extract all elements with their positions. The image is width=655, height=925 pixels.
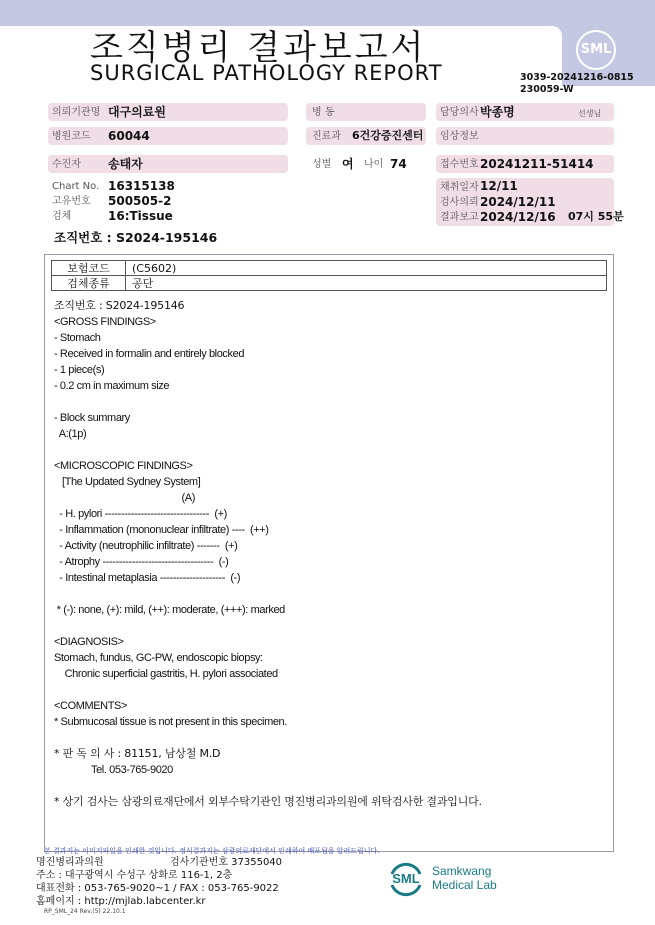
samkwang-logo-icon xyxy=(386,858,426,898)
report-line: * (-): none, (+): mild, (++): moderate, (+++): marked xyxy=(54,604,285,616)
report-line: - H. pylori -------------------------------- (+) xyxy=(54,508,227,520)
physician-suffix: 선생님 xyxy=(578,109,602,118)
report-line: <GROSS FINDINGS> xyxy=(54,316,156,328)
lab-name: 명진병리과의원 xyxy=(36,857,104,868)
requesting-org-label: 의뢰기관명 xyxy=(52,107,101,118)
table-row xyxy=(52,261,607,276)
department-label: 진료과 xyxy=(312,131,341,142)
receipt-no-value: 20241211-51414 xyxy=(480,157,594,171)
hospital-code-value: 60044 xyxy=(108,129,150,143)
patient-value: 송태자 xyxy=(108,157,143,171)
insurance-code-label: 보험코드 xyxy=(52,261,126,276)
brand-line2: Medical Lab xyxy=(432,878,497,892)
report-line: * Submucosal tissue is not present in this specimen. xyxy=(54,716,287,728)
report-line: * 판 독 의 사 : 81151, 남상철 M.D xyxy=(54,747,221,760)
report-line: - Atrophy ---------------------------------- (-) xyxy=(54,556,229,568)
requesting-org-value: 대구의료원 xyxy=(108,105,166,119)
specimen-type-value: 공단 xyxy=(126,276,607,291)
report-line: <MICROSCOPIC FINDINGS> xyxy=(54,460,193,472)
specimen-value: 16:Tissue xyxy=(108,209,173,223)
sex-label: 성별 xyxy=(312,159,332,170)
report-line: Tel. 053-765-9020 xyxy=(54,764,173,776)
report-line: - Inflammation (mononuclear infiltrate) ---- (++) xyxy=(54,524,269,536)
age-label: 나이 xyxy=(364,159,384,170)
report-title-english: SURGICAL PATHOLOGY REPORT xyxy=(90,61,443,85)
age-value: 74 xyxy=(390,157,407,171)
physician-label: 담당의사 xyxy=(440,107,479,118)
report-line: - Block summary xyxy=(54,412,130,424)
tissue-number: 조직번호 : S2024-195146 xyxy=(54,230,218,245)
insurance-table xyxy=(51,260,607,291)
form-code: RP_SML_24 Rev.(5) 22.10.1 xyxy=(44,908,126,915)
chart-no-value: 16315138 xyxy=(108,179,175,193)
physician-value: 박종명 xyxy=(480,105,515,119)
unique-no-value: 500505-2 xyxy=(108,194,172,208)
lab-address: 주소 : 대구광역시 수성구 상화로 116-1, 2층 xyxy=(36,870,233,881)
sml-logo-icon: SML xyxy=(576,30,616,70)
report-number-line2: 230059-W xyxy=(520,84,574,95)
report-line: 조직번호 : S2024-195146 xyxy=(54,299,185,312)
report-line: - Activity (neutrophilic infiltrate) ------- (+) xyxy=(54,540,238,552)
hospital-code-label: 병원코드 xyxy=(52,131,91,142)
report-date-label: 결과보고 xyxy=(440,212,479,223)
samkwang-logo-text: SML xyxy=(392,871,420,886)
report-line: Stomach, fundus, GC-PW, endoscopic biopsy: xyxy=(54,652,263,664)
clinical-info-label: 임상정보 xyxy=(440,131,479,142)
ward-label: 병 동 xyxy=(312,107,335,118)
department-value: 6건강증진센터 xyxy=(352,129,424,142)
patient-field xyxy=(48,155,288,173)
specimen-type-label: 검체종류 xyxy=(52,276,126,291)
lab-homepage: 홈페이지 : http://mjlab.labcenter.kr xyxy=(36,896,206,907)
unique-no-label: 고유번호 xyxy=(52,196,91,207)
table-row xyxy=(52,276,607,291)
report-time-value: 07시 55분 xyxy=(568,210,624,223)
brand-line1: Samkwang xyxy=(432,864,492,878)
patient-label: 수진자 xyxy=(52,159,81,170)
report-line: <DIAGNOSIS> xyxy=(54,636,124,648)
samkwang-brand xyxy=(432,864,497,892)
report-line: - 0.2 cm in maximum size xyxy=(54,380,170,392)
collection-date-value: 12/11 xyxy=(480,179,518,193)
report-line: * 상기 검사는 삼광의료재단에서 외부수탁기관인 명진병리과의원에 위탁검사한 결과입니다. xyxy=(54,795,482,808)
report-line: - Stomach xyxy=(54,332,101,344)
report-panel xyxy=(44,254,614,852)
report-line: A:(1p) xyxy=(54,428,87,440)
report-line: Chronic superficial gastritis, H. pylori associated xyxy=(54,668,278,680)
sex-value: 여 xyxy=(342,157,354,171)
report-line: - 1 piece(s) xyxy=(54,364,105,376)
request-date-value: 2024/12/11 xyxy=(480,195,556,209)
request-date-label: 검사의뢰 xyxy=(440,197,479,208)
print-notice: 본 결과지는 이미지파일을 인쇄한 것입니다. 정식결과지는 삼광의료재단에서 인쇄하여 배포됨을 알려드립니다. xyxy=(44,847,380,855)
report-line: - Intestinal metaplasia -------------------- (-) xyxy=(54,572,241,584)
report-date-value: 2024/12/16 xyxy=(480,210,556,224)
chart-no-label: Chart No. xyxy=(52,181,100,192)
report-number xyxy=(520,72,634,96)
lab-phone: 대표전화 : 053-765-9020~1 / FAX : 053-765-9022 xyxy=(36,883,279,894)
specimen-label: 검체 xyxy=(52,211,72,222)
receipt-no-label: 접수번호 xyxy=(440,159,479,170)
report-line: - Received in formalin and entirely blocked xyxy=(54,348,245,360)
lab-code: 검사기관번호 37355040 xyxy=(170,857,283,868)
report-line: [The Updated Sydney System] xyxy=(54,476,201,488)
report-number-line1: 3039-20241216-0815 xyxy=(520,72,634,83)
report-title-korean: 조직병리 결과보고서 xyxy=(90,28,427,68)
report-line: <COMMENTS> xyxy=(54,700,128,712)
collection-date-label: 채취일자 xyxy=(440,182,479,193)
insurance-code-value: (C5602) xyxy=(126,261,607,276)
report-line: (A) xyxy=(54,492,195,504)
